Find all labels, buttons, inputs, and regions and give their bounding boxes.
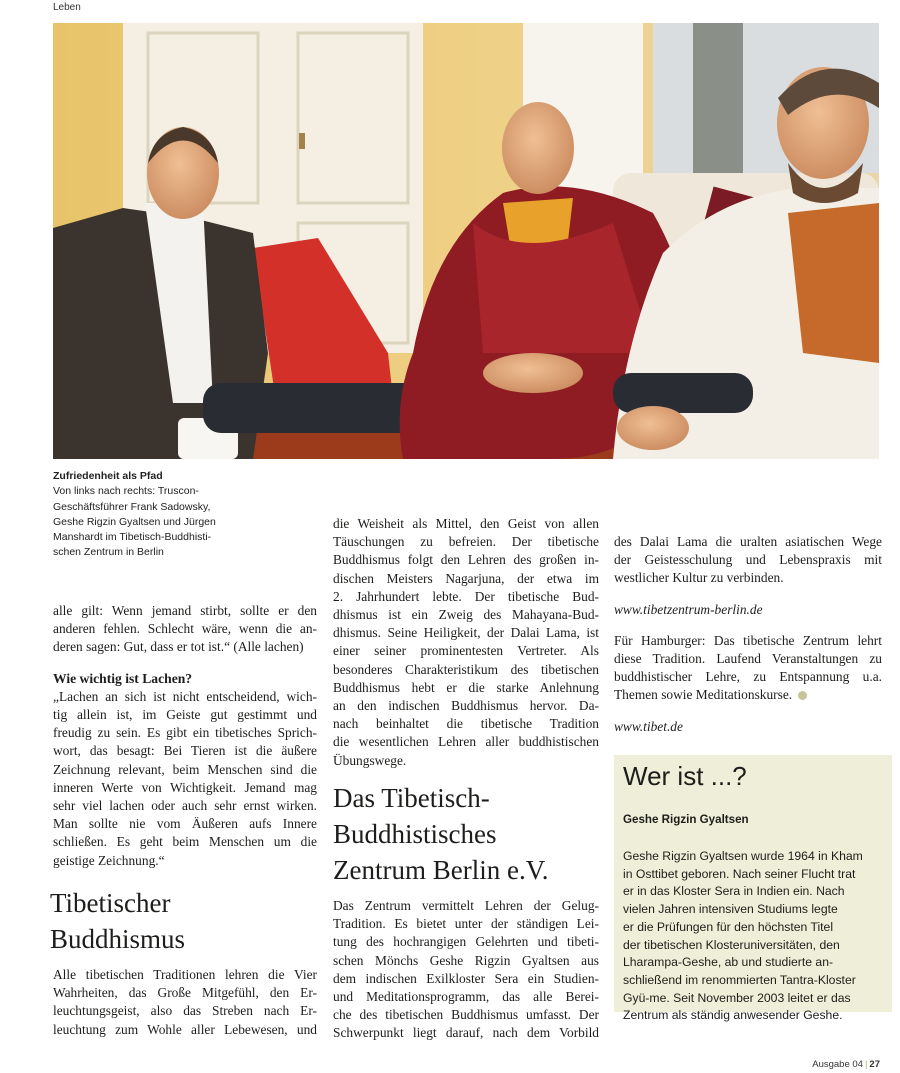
link-tibet-de[interactable]: www.tibet.de bbox=[614, 718, 683, 734]
heading-line: Buddhistisches bbox=[333, 819, 497, 849]
section-label: Leben bbox=[53, 2, 81, 13]
info-line: Geshe Rigzin Gyaltsen wurde 1964 in Kham bbox=[623, 849, 863, 863]
body-line: Täuschungen zu befreien. Der tibetische bbox=[333, 534, 599, 550]
body-line: sehr viel lachen oder auch sehr ernst wirken. bbox=[53, 798, 317, 814]
page-footer: Ausgabe 04 | 27 bbox=[812, 1059, 880, 1070]
photo-illustration bbox=[53, 23, 879, 459]
column-1-body bbox=[53, 602, 317, 870]
issue-label: Ausgabe 04 bbox=[812, 1059, 863, 1070]
interview-question: Wie wichtig ist Lachen? bbox=[53, 670, 193, 686]
heading-tibetischer-buddhismus bbox=[50, 885, 314, 957]
column-2-body-lower bbox=[333, 897, 599, 1043]
body-line: diese Tradition. Laufend Veranstaltungen zu bbox=[614, 651, 882, 667]
article-photo bbox=[53, 23, 879, 459]
body-line: buddhistischer Lehre, zu Entspannung u.a. bbox=[614, 669, 882, 685]
info-box bbox=[614, 755, 892, 1023]
body-line: Schwerpunkt liegt darauf, nach dem Vorbild bbox=[333, 1025, 599, 1041]
body-line: westlicher Kultur zu verbinden. bbox=[614, 570, 784, 586]
column-1-body-lower bbox=[53, 966, 317, 1039]
body-line: Tradition. Es bietet unter der ständigen Lei- bbox=[333, 916, 599, 932]
info-line: in Osttibet geboren. Nach seiner Flucht trat bbox=[623, 866, 856, 881]
body-line: einer seiner prominentesten Vertreter. Als bbox=[333, 643, 599, 659]
body-line: die wesentlichen Lehren aller buddhistischen bbox=[333, 734, 599, 750]
body-line: leuchtungsgeist, also das Streben nach Er- bbox=[53, 1003, 317, 1019]
body-line: die Weisheit als Mittel, den Geist von allen bbox=[333, 516, 599, 531]
info-line: Lharampa-Geshe, ab und studierte an- bbox=[623, 955, 834, 970]
body-line: dhismus. Seine Heiligkeit, der Dalai Lama, ist bbox=[333, 625, 599, 641]
caption-line: Manshardt im Tibetisch-Buddhisti- bbox=[53, 531, 212, 544]
caption-line: Von links nach rechts: Truscon- bbox=[53, 485, 199, 498]
caption-line: Geschäftsführer Frank Sadowsky, bbox=[53, 500, 211, 513]
body-line: dem indischen Exilkloster Sera ein Studien- bbox=[333, 970, 599, 986]
column-3-body bbox=[614, 533, 882, 736]
body-line: Themen sowie Meditationskurse. bbox=[614, 687, 793, 703]
column-2-body bbox=[333, 515, 599, 770]
body-line: inneren Werte von Wichtigkeit. Jemand mag bbox=[53, 779, 317, 795]
body-line: Übungswege. bbox=[333, 752, 407, 768]
body-line: deren sagen: Gut, dass er tot ist.“ (Alle lachen) bbox=[53, 639, 304, 655]
body-line: dischen Meisters Nagarjuna, der etwa im bbox=[333, 570, 599, 586]
body-line: Buddhismus folgt den Lehren des großen in- bbox=[333, 552, 599, 568]
body-line: 2. Jahrhundert lebte. Der tibetische Bud- bbox=[333, 588, 599, 604]
body-line: Für Hamburger: Das tibetische Zentrum lehrt bbox=[614, 632, 882, 648]
info-line: schließend im renommierten Tantra-Kloster bbox=[623, 972, 856, 987]
body-line: an den indischen Buddhismus hervor. Da- bbox=[333, 698, 599, 714]
info-line: er in das Kloster Sera in Indien ein. Nach bbox=[623, 884, 845, 899]
body-line: che des tibetischen Buddhismus umfasst. Der bbox=[333, 1007, 599, 1023]
info-box-subtitle: Geshe Rigzin Gyaltsen bbox=[623, 813, 749, 826]
body-line: „Lachen an sich ist nicht entscheidend, wich- bbox=[53, 688, 317, 704]
body-line-final bbox=[614, 686, 882, 704]
body-line: wort, das besagt: Bei Tieren ist die äußere bbox=[53, 743, 317, 759]
heading-zentrum-berlin bbox=[333, 780, 613, 888]
info-line: Gyü-me. Seit November 2003 leitet er das bbox=[623, 990, 851, 1005]
body-line: leuchtung zum Wohle aller Lebewesen, und bbox=[53, 1021, 317, 1037]
body-line: geistige Zeichnung.“ bbox=[53, 852, 165, 868]
body-line: freudig zu sein. Es gibt ein tibetisches Sprich- bbox=[53, 725, 317, 741]
body-line: tung des hochrangigen Gelehrten und tibeti- bbox=[333, 934, 599, 950]
end-of-article-dot-icon bbox=[798, 691, 807, 700]
info-line: Zentrum als ständig anwesender Geshe. bbox=[623, 1008, 843, 1023]
info-line: vielen Jahren intensiven Studiums legte bbox=[623, 902, 838, 917]
heading-line: Zentrum Berlin e.V. bbox=[333, 855, 549, 885]
body-line: der Geistesschulung und Lebenspraxis mit bbox=[614, 552, 882, 568]
body-line: Das Zentrum vermittelt Lehren der Gelug- bbox=[333, 898, 599, 913]
body-line: des Dalai Lama die uralten asiatischen Wege bbox=[614, 534, 882, 549]
info-box-text bbox=[623, 848, 885, 1025]
body-line: schließen. Es geht beim Menschen um die bbox=[53, 834, 317, 850]
body-line: schen Mönchs Geshe Rigzin Gyaltsen aus bbox=[333, 952, 599, 968]
body-line: alle gilt: Wenn jemand stirbt, sollte er den bbox=[53, 603, 317, 618]
link-tibetzentrum-berlin[interactable]: www.tibetzentrum-berlin.de bbox=[614, 601, 763, 617]
body-line: Zeichnung relevant, beim Menschen sind die bbox=[53, 761, 317, 777]
page-number: 27 bbox=[869, 1059, 880, 1070]
body-line: tig allein ist, im Geiste gut gestimmt und bbox=[53, 707, 317, 723]
info-box-title: Wer ist ...? bbox=[623, 761, 747, 791]
body-line: Buddhismus hebt er die starke Anlehnung bbox=[333, 679, 599, 695]
body-line: nach beinhaltet die tibetische Tradition bbox=[333, 716, 599, 732]
heading-line: Das Tibetisch- bbox=[333, 783, 490, 813]
heading-line: Buddhismus bbox=[50, 924, 186, 954]
body-line: anderen fehlen. Schlecht wäre, wenn die an- bbox=[53, 621, 317, 637]
caption-line: schen Zentrum in Berlin bbox=[53, 546, 164, 559]
caption-line: Geshe Rigzin Gyaltsen und Jürgen bbox=[53, 515, 216, 528]
caption-title: Zufriedenheit als Pfad bbox=[53, 470, 163, 482]
info-line: der tibetischen Klosteruniversitäten, den bbox=[623, 937, 840, 952]
body-line: besonderes Charakteristikum des tibetischen bbox=[333, 661, 599, 677]
body-line: Alle tibetischen Traditionen lehren die Vier bbox=[53, 967, 317, 982]
body-line: dhismus ist ein Zweig des Mahayana-Bud- bbox=[333, 607, 599, 623]
heading-line: Tibetischer bbox=[50, 888, 171, 918]
photo-caption bbox=[53, 469, 233, 561]
body-line: und Meditationsprogramm, das alle Berei- bbox=[333, 989, 599, 1005]
info-line: er die Prüfungen für den höchsten Titel bbox=[623, 919, 834, 934]
body-line: Wahrheiten, das Große Mitgefühl, den Er- bbox=[53, 985, 317, 1001]
body-line: Man sollte nie vom Äußeren aufs Innere bbox=[53, 816, 317, 832]
